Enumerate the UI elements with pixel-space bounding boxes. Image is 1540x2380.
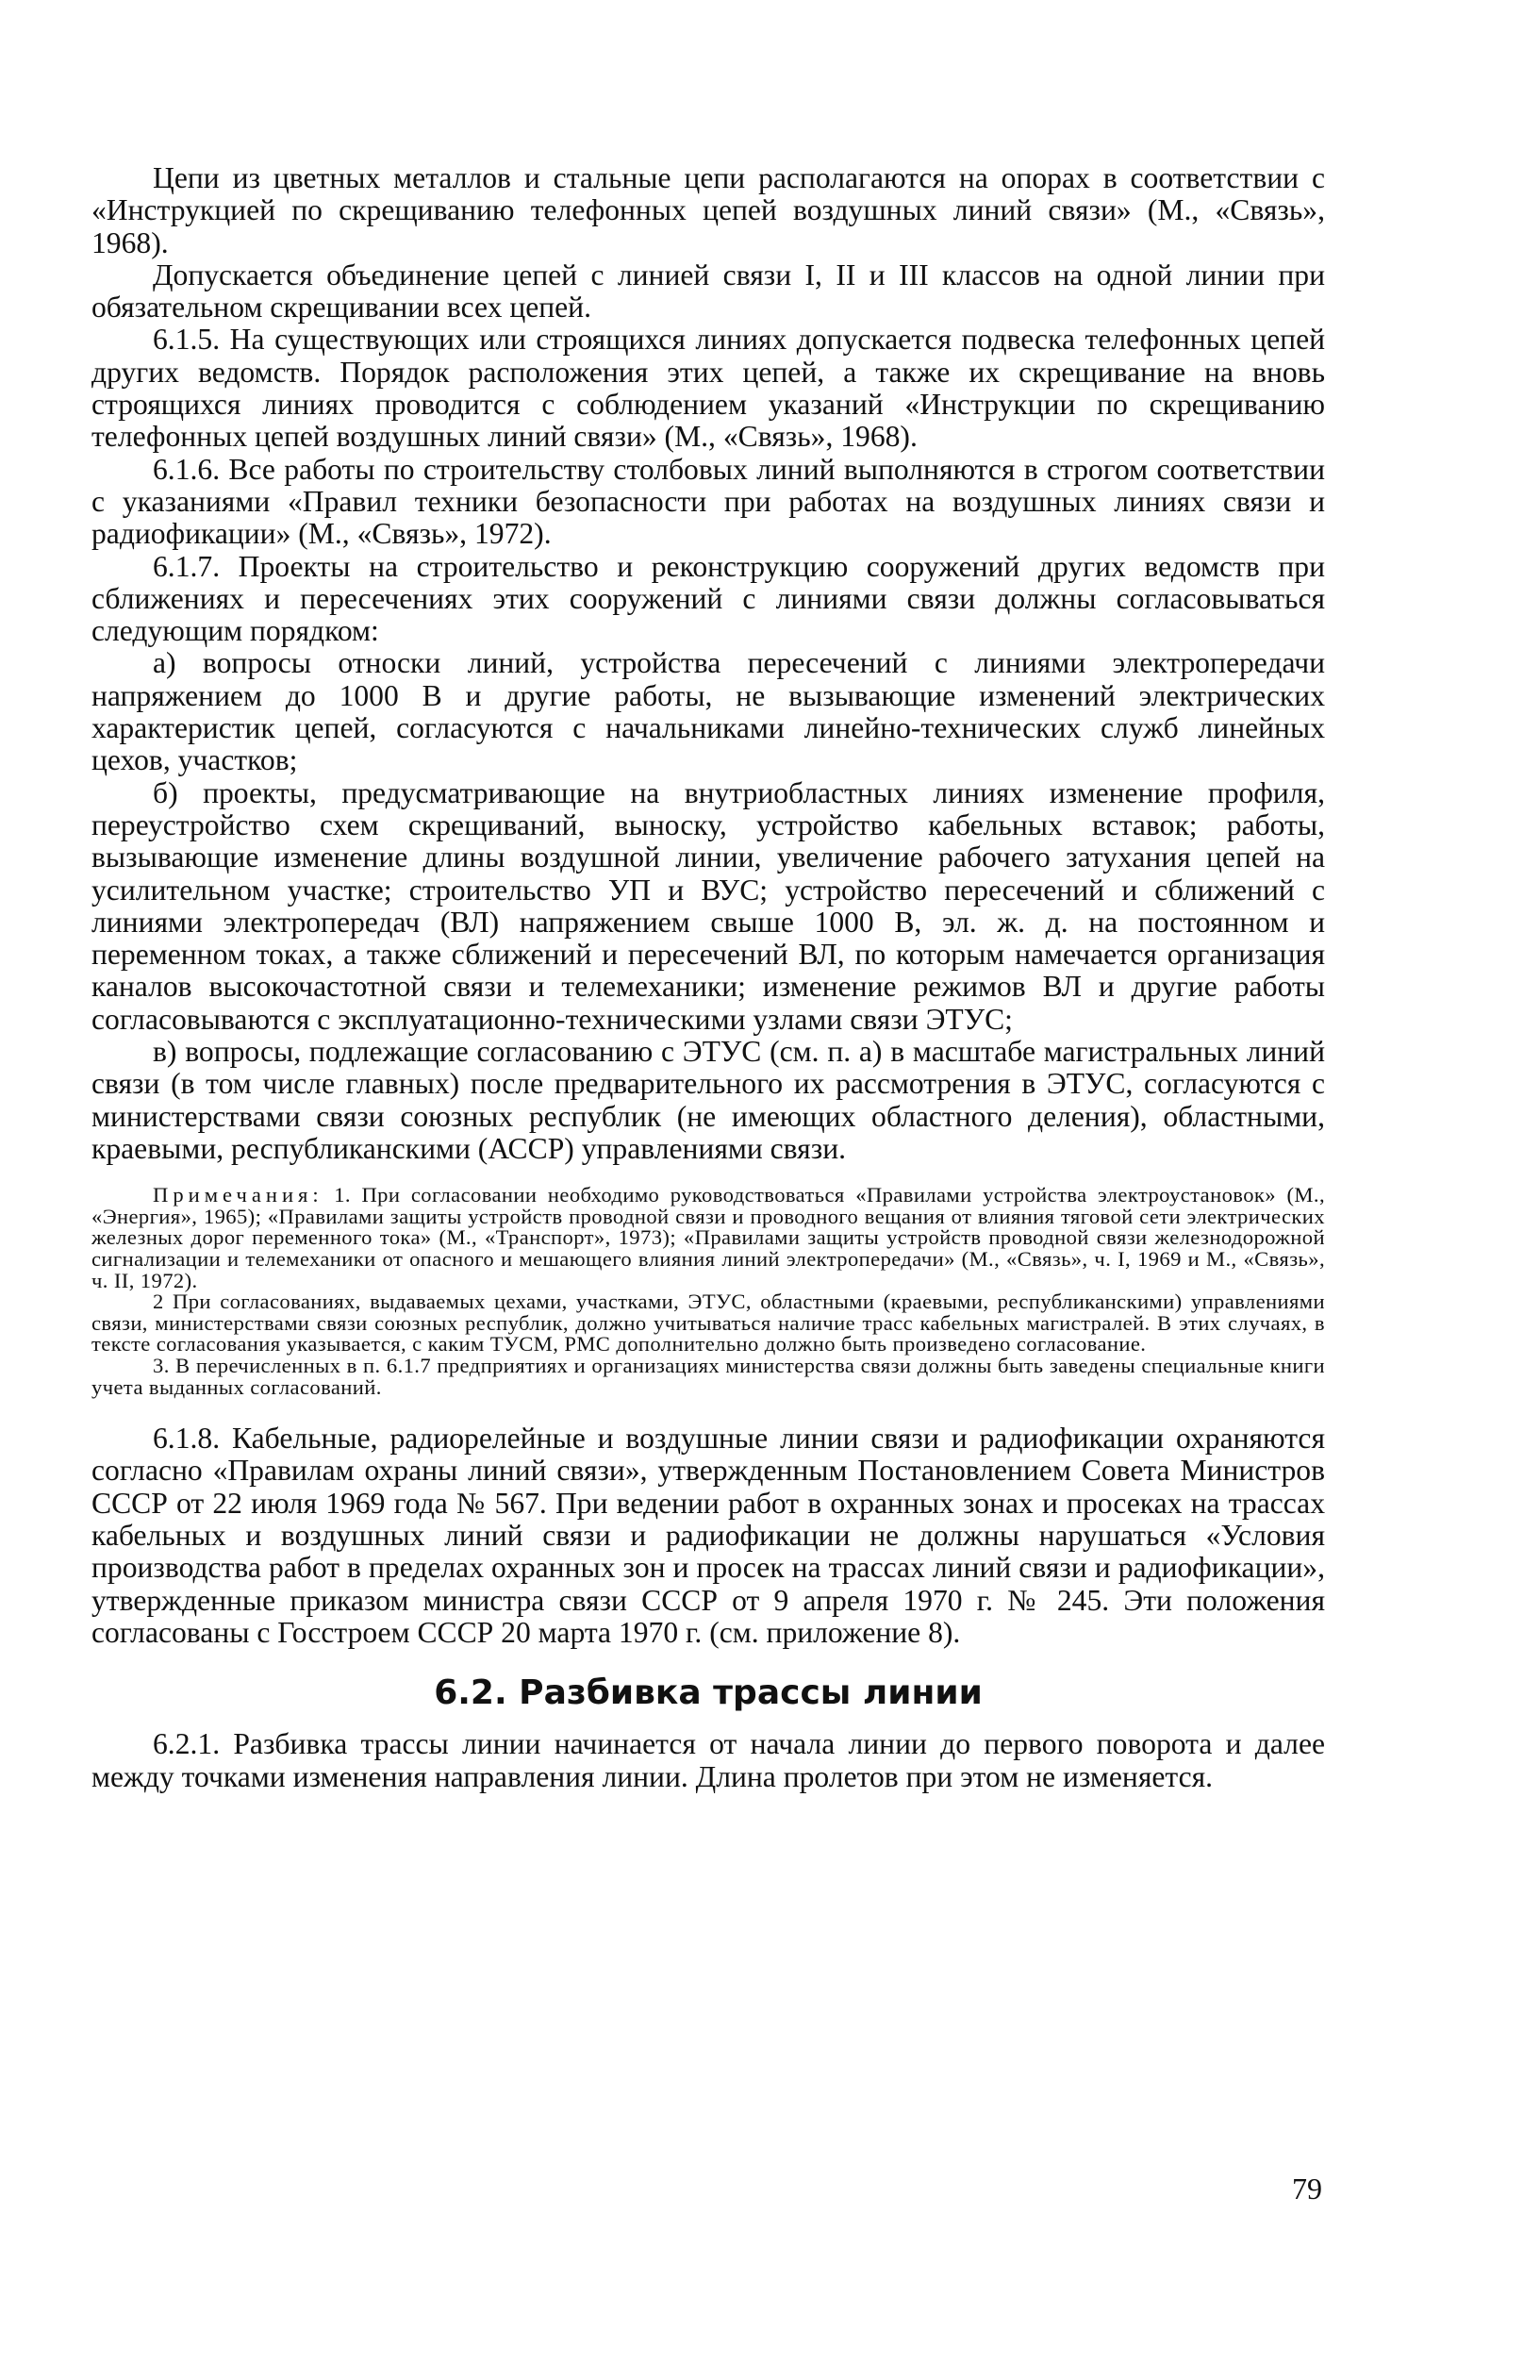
note-2: 2 При согласованиях, выдаваемых цехами, участками, ЭТУС, областными (краевыми, республиканскими) управлениями связи, министерствами связи союзных республик, должно учитываться наличие трасс кабельных магистралей. В этих случаях, в тексте согласования указывается, с каким ТУСМ, РМС дополнительно должно быть произведено согласование. — [91, 1290, 1325, 1356]
paragraph-6-1-7: 6.1.7. Проекты на строительство и реконструкцию сооружений других ведомств при сближениях и пересечениях этих сооружений с линиями связи должны согласовываться следующим порядком: — [91, 549, 1325, 648]
page-content — [91, 162, 1325, 1793]
paragraph-circuits-placement: Цепи из цветных металлов и стальные цепи располагаются на опорах в соответствии с «Инструкцией по скрещиванию телефонных цепей воздушных линий связи» (М., «Связь», 1968). — [91, 161, 1325, 259]
paragraph-6-2-1: 6.2.1. Разбивка трассы линии начинается от начала линии до первого поворота и далее между точками изменения направления линии. Длина пролетов при этом не изменяется. — [91, 1727, 1325, 1793]
paragraph-6-1-8: 6.1.8. Кабельные, радиорелейные и воздушные линии связи и радиофикации охраняются согласно «Правилам охраны линий связи», утвержденным Постановлением Совета Министров СССР от 22 июля 1969 года № 567. При ведении работ в охранных зонах и просеках на трассах кабельных и воздушных линий связи и радиофикации не должны нарушаться «Условия производства работ в пределах охранных зон и просек на трассах линий связи и радиофикации», утвержденные приказом министра связи СССР от 9 апреля 1970 г. № 245. Эти положения согласованы с Госстроем СССР 20 марта 1970 г. (см. приложение 8). — [91, 1422, 1325, 1649]
body-text-section — [91, 1728, 1325, 1793]
paragraph-circuits-merge: Допускается объединение цепей с линией связи I, II и III классов на одной линии при обязательном скрещивании всех цепей. — [91, 258, 1325, 325]
section-heading: 6.2. Разбивка трассы линии — [434, 1673, 983, 1713]
notes-block — [91, 1185, 1325, 1398]
paragraph-6-1-5: 6.1.5. На существующих или строящихся линиях допускается подвеска телефонных цепей других ведомств. Порядок расположения этих цепей, а также их скрещивание на вновь строящихся линиях проводится с соблюдением указаний «Инструкции по скрещиванию телефонных цепей воздушных линий связи» (М., «Связь», 1968). — [91, 323, 1325, 454]
note-1 — [91, 1185, 1325, 1291]
body-text-top — [91, 162, 1325, 1165]
paragraph-item-b: б) проекты, предусматривающие на внутриобластных линиях изменение профиля, переустройство схем скрещиваний, выноску, устройство кабельных вставок; работы, вызывающие изменение длины воздушной линии, увеличение рабочего затухания цепей на усилительном участке; строительство УП и ВУС; устройство пересечений и сближений с линиями электропередач (ВЛ) напряжением свыше 1000 В, эл. ж. д. на постоянном и переменном токах, а также сближений и пересечений ВЛ, по которым намечается организация каналов высокочастотной связи и телемеханики; изменение режимов ВЛ и другие работы согласовываются с эксплуатационно-техническими узлами связи ЭТУС; — [91, 775, 1325, 1036]
body-text-bottom — [91, 1423, 1325, 1649]
note-1-text: 1. При согласовании необходимо руководствоваться «Правилами устройства электроустановок» (М., «Энергия», 1965); «Правилами защиты устройств проводной связи и проводного вещания от влияния тяговой сети электрических железных дорог переменного тока» (М., «Транспорт», 1973); «Правилами защиты устройств проводной связи железнодорожной сигнализации и телемеханики от опасного и мешающего влияния линий электропередачи» (М., «Связь», ч. I, 1969 и М., «Связь», ч. II, 1972). — [91, 1183, 1325, 1292]
paragraph-item-v: в) вопросы, подлежащие согласованию с ЭТУС (см. п. а) в масштабе магистральных линий связи (в том числе главных) после предварительного их рассмотрения в ЭТУС, согласуются с министерствами связи союзных республик (не имеющих областного деления), областными, краевыми, республиканскими (АССР) управлениями связи. — [91, 1035, 1325, 1165]
page-number: 79 — [1292, 2172, 1322, 2205]
paragraph-6-1-6: 6.1.6. Все работы по строительству столбовых линий выполняются в строгом соответствии с указаниями «Правил техники безопасности при работах на воздушных линиях связи и радиофикации» (М., «Связь», 1972). — [91, 452, 1325, 551]
note-3: 3. В перечисленных в п. 6.1.7 предприятиях и организациях министерства связи должны быть заведены специальные книги учета выданных согласований. — [91, 1353, 1325, 1399]
paragraph-item-a: а) вопросы относки линий, устройства пересечений с линиями электропередачи напряжением до 1000 В и другие работы, не вызывающие изменений электрических характеристик цепей, согласуются с начальниками линейно-технических служб линейных цехов, участков; — [91, 646, 1325, 777]
notes-heading: Примечания: — [153, 1183, 323, 1207]
